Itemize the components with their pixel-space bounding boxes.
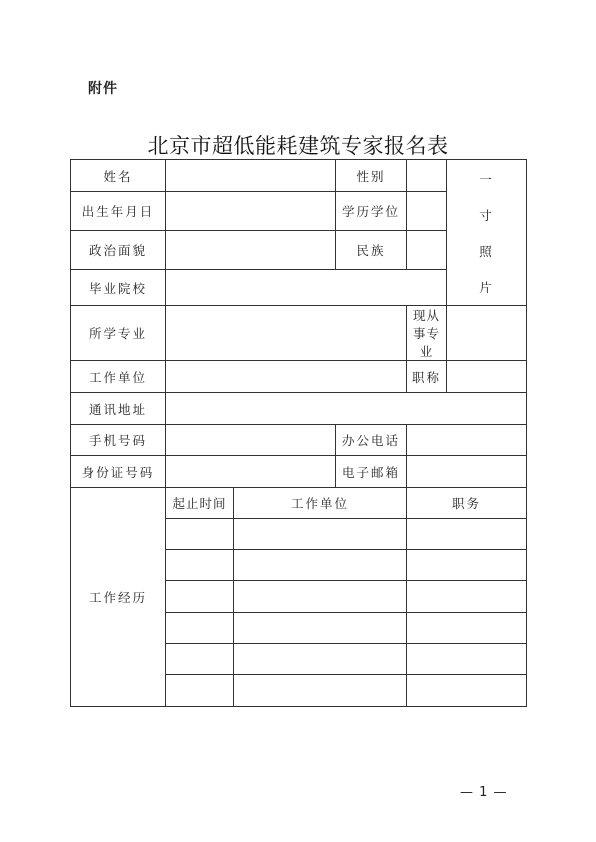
- work-history-period-cell[interactable]: [166, 581, 234, 613]
- photo-char: 片: [479, 279, 494, 295]
- page-number: — 1 —: [460, 785, 508, 800]
- current-field-label: 现从事专业: [407, 306, 447, 361]
- work-history-header-row: [71, 488, 527, 519]
- email-field[interactable]: [407, 456, 527, 488]
- work-history-col-employer: 工作单位: [234, 488, 407, 519]
- row-major: [71, 306, 527, 361]
- work-history-employer-cell[interactable]: [234, 613, 407, 644]
- form-title: 北京市超低能耗建筑专家报名表: [147, 134, 449, 158]
- work-history-employer-cell[interactable]: [234, 675, 407, 707]
- photo-area[interactable]: [447, 160, 527, 306]
- row-name: [71, 160, 527, 192]
- photo-char: 寸: [479, 207, 494, 223]
- work-history-position-cell[interactable]: [407, 613, 527, 644]
- registration-form-table: [70, 159, 527, 707]
- work-history-col-period: 起止时间: [166, 488, 234, 519]
- id-label: 身份证号码: [71, 456, 166, 488]
- work-history-period-cell[interactable]: [166, 644, 234, 675]
- office-phone-field[interactable]: [407, 425, 527, 456]
- work-history-label: 工作经历: [71, 488, 166, 707]
- work-history-employer-cell[interactable]: [234, 519, 407, 550]
- work-history-employer-cell[interactable]: [234, 550, 407, 581]
- work-history-position-cell[interactable]: [407, 581, 527, 613]
- birth-field[interactable]: [166, 192, 336, 231]
- row-mobile: [71, 425, 527, 456]
- school-label: 毕业院校: [71, 270, 166, 306]
- gender-label: 性别: [336, 160, 407, 192]
- row-id: [71, 456, 527, 488]
- address-label: 通讯地址: [71, 393, 166, 425]
- title-label: 职称: [407, 361, 447, 393]
- office-phone-label: 办公电话: [336, 425, 407, 456]
- employer-field[interactable]: [166, 361, 407, 393]
- major-label: 所学专业: [71, 306, 166, 361]
- politics-label: 政治面貌: [71, 231, 166, 270]
- school-field[interactable]: [166, 270, 447, 306]
- mobile-field[interactable]: [166, 425, 336, 456]
- employer-label: 工作单位: [71, 361, 166, 393]
- work-history-col-position: 职务: [407, 488, 527, 519]
- photo-char: 一: [479, 171, 494, 187]
- title-field[interactable]: [447, 361, 527, 393]
- work-history-position-cell[interactable]: [407, 675, 527, 707]
- work-history-employer-cell[interactable]: [234, 644, 407, 675]
- address-field[interactable]: [166, 393, 527, 425]
- mobile-label: 手机号码: [71, 425, 166, 456]
- gender-field[interactable]: [407, 160, 447, 192]
- work-history-period-cell[interactable]: [166, 675, 234, 707]
- current-field-field[interactable]: [447, 306, 527, 361]
- photo-placeholder: [447, 170, 526, 296]
- row-address: [71, 393, 527, 425]
- ethnicity-field[interactable]: [407, 231, 447, 270]
- attachment-label: 附件: [88, 81, 118, 97]
- name-field[interactable]: [166, 160, 336, 192]
- id-field[interactable]: [166, 456, 336, 488]
- row-employer: [71, 361, 527, 393]
- work-history-position-cell[interactable]: [407, 550, 527, 581]
- work-history-employer-cell[interactable]: [234, 581, 407, 613]
- work-history-period-cell[interactable]: [166, 519, 234, 550]
- email-label: 电子邮箱: [336, 456, 407, 488]
- birth-label: 出生年月日: [71, 192, 166, 231]
- work-history-position-cell[interactable]: [407, 519, 527, 550]
- politics-field[interactable]: [166, 231, 336, 270]
- major-field[interactable]: [166, 306, 407, 361]
- work-history-position-cell[interactable]: [407, 644, 527, 675]
- degree-label: 学历学位: [336, 192, 407, 231]
- work-history-period-cell[interactable]: [166, 613, 234, 644]
- photo-char: 照: [479, 243, 494, 259]
- name-label: 姓名: [71, 160, 166, 192]
- ethnicity-label: 民族: [336, 231, 407, 270]
- work-history-period-cell[interactable]: [166, 550, 234, 581]
- degree-field[interactable]: [407, 192, 447, 231]
